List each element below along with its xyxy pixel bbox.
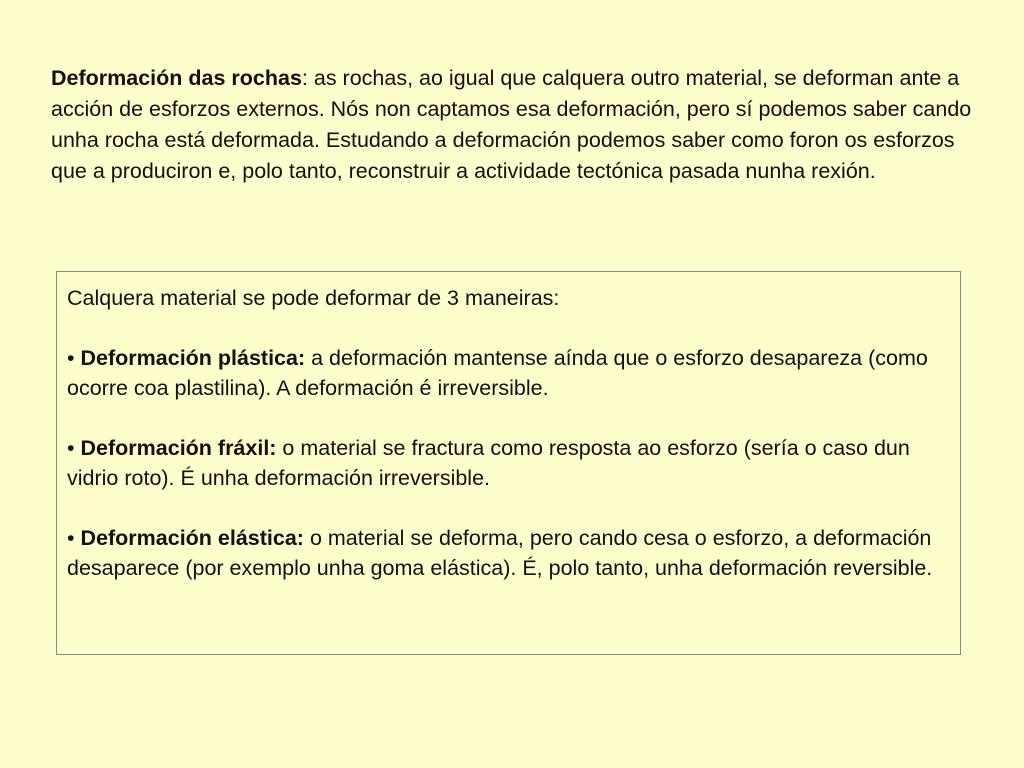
item-term: Deformación elástica:	[80, 526, 304, 550]
bullet: •	[67, 436, 81, 460]
item-text: o material se deforma, pero cando cesa o esforzo, a deformación desaparece (por exemplo unha goma elástica). É, polo tanto, unha deformación reversible.	[67, 526, 933, 580]
bullet: •	[67, 346, 81, 370]
deformation-types-box	[56, 271, 961, 655]
item-term: Deformación fráxil:	[80, 436, 277, 460]
item-text: o material se fractura como resposta ao esforzo (sería o caso dun vidrio roto). É unha deformación irreversible.	[67, 436, 910, 490]
item-term: Deformación plástica:	[80, 346, 306, 370]
deformation-item-elastic	[67, 523, 950, 583]
intro-paragraph	[51, 63, 976, 187]
intro-text: : as rochas, ao igual que calquera outro material, se deforman ante a acción de esforzos externos. Nós non captamos esa deformación, pero sí podemos saber cando unha rocha está deformada. Estudando a deformación podemos saber como foron os esforzos que a produciron e, polo tanto, reconstruir a actividade tectónica pasada nunha rexión.	[51, 66, 972, 183]
box-lead: Calquera material se pode deformar de 3 maneiras:	[67, 286, 560, 310]
item-text: a deformación mantense aínda que o esforzo desapareza (como ocorre coa plastilina). A deformación é irreversible.	[67, 346, 928, 400]
deformation-item-fragile	[67, 433, 950, 493]
intro-term: Deformación das rochas	[51, 66, 302, 90]
bullet: •	[67, 526, 81, 550]
deformation-item-plastic	[67, 343, 950, 403]
